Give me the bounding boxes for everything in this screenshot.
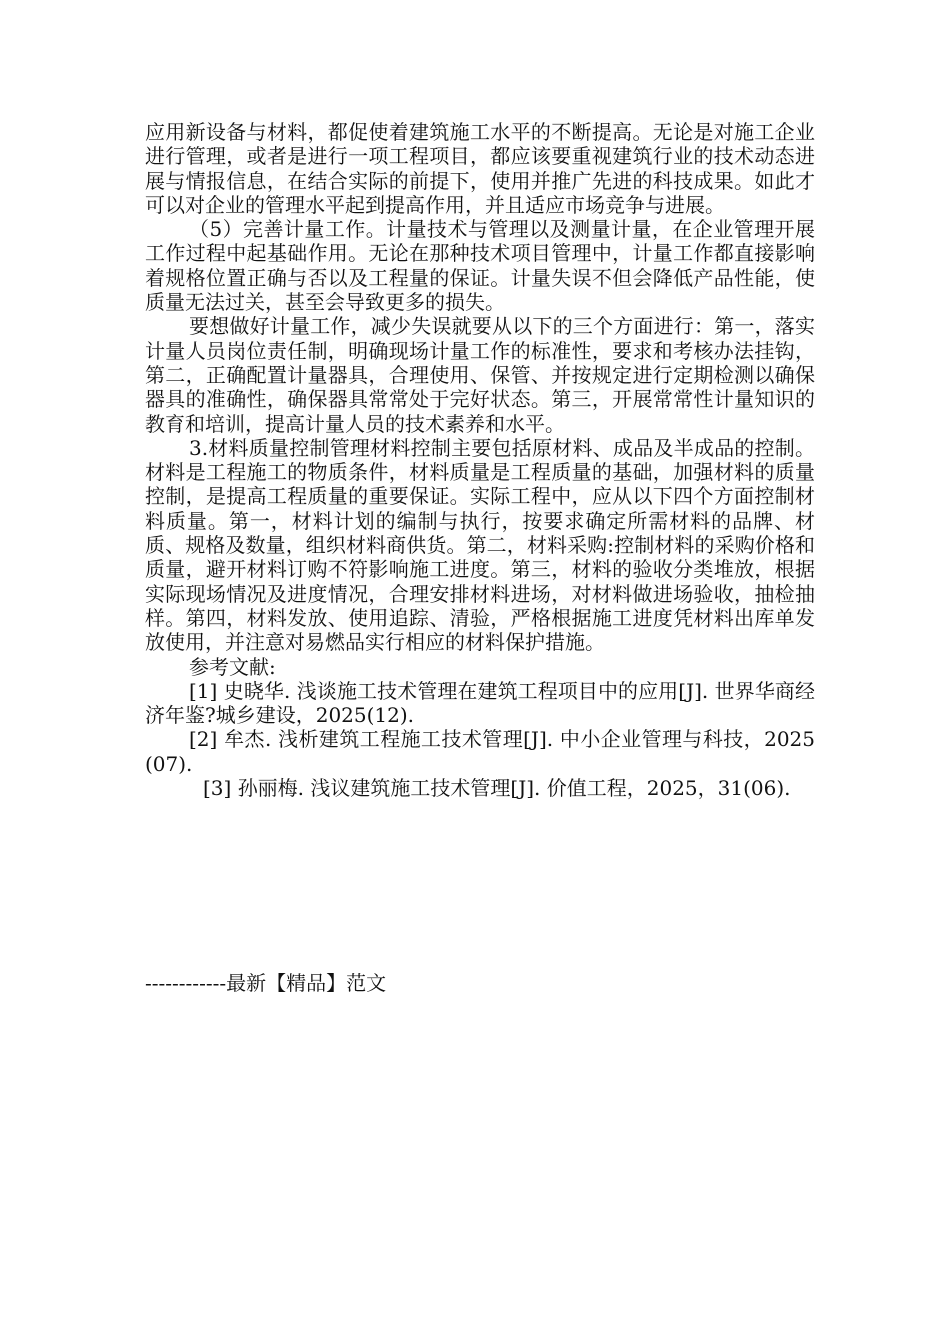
reference-item: [1] 史晓华. 浅谈施工技术管理在建筑工程项目中的应用[J]. 世界华商经济年鉴?城乡建设，2025(12). [145,678,815,728]
footer-note: ------------最新【精品】范文 [145,971,387,995]
reference-item: [2] 牟杰. 浅析建筑工程施工技术管理[J]. 中小企业管理与科技，2025 (07). [145,727,815,776]
paragraph-measurement-work: （5）完善计量工作。计量技术与管理以及测量计量，在企业管理开展工作过程中起基础作用。无论在那种技术项目管理中，计量工作都直接影响着规格位置正确与否以及工程量的保证。计量失误不但会降低产品性能，使质量无法过关，甚至会导致更多的损失。 [145,217,815,315]
paragraph-measurement-three-aspects: 要想做好计量工作，减少失误就要从以下的三个方面进行：第一，落实计量人员岗位责任制，明确现场计量工作的标准性，要求和考核办法挂钩，第二，正确配置计量器具，合理使用、保管、并按规定进行定期检测以确保器具的准确性，确保器具常常处于完好状态。第三，开展常常性计量知识的教育和培训，提高计量人员的技术素养和水平。 [145,314,815,436]
document-body [145,120,815,800]
paragraph-intro-continuation: 应用新设备与材料，都促使着建筑施工水平的不断提高。无论是对施工企业进行管理，或者是进行一项工程项目，都应该要重视建筑行业的技术动态进展与情报信息，在结合实际的前提下，使用并推广先进的科技成果。如此才可以对企业的管理水平起到提高作用，并且适应市场竞争与进展。 [145,120,815,217]
reference-item: [3] 孙丽梅. 浅议建筑施工技术管理[J]. 价值工程，2025，31(06). [203,776,791,801]
references-heading: 参考文献: [189,654,276,679]
paragraph-material-quality-control: 3.材料质量控制管理材料控制主要包括原材料、成品及半成品的控制。材料是工程施工的物质条件，材料质量是工程质量的基础，加强材料的质量控制，是提高工程质量的重要保证。实际工程中，应从以下四个方面控制材料质量。第一，材料计划的编制与执行，按要求确定所需材料的品牌、材质、规格及数量，组织材料商供货。第二，材料采购:控制材料的采购价格和质量，避开材料订购不符影响施工进度。第三，材料的验收分类堆放，根据实际现场情况及进度情况，合理安排材料进场，对材料做进场验收，抽检抽样。第四，材料发放、使用追踪、清验，严格根据施工进度凭材料出库单发放使用，并注意对易燃品实行相应的材料保护措施。 [145,435,815,655]
